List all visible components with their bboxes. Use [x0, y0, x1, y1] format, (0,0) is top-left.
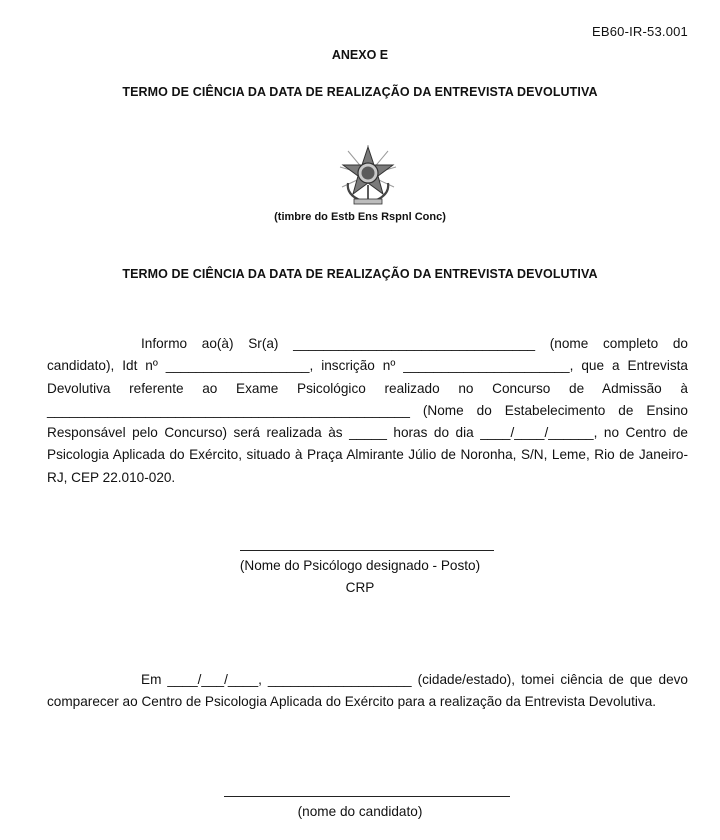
coat-of-arms-icon [336, 143, 400, 207]
acknowledgment-paragraph-text: Em ____/___/____, ___________________ (cidade/estado), tomei ciência de que devo comparecer ao Centro de Psicologia Aplicada do Exército para a realização da Entrevista Devolutiva. [47, 672, 688, 710]
term-title-top: TERMO DE CIÊNCIA DA DATA DE REALIZAÇÃO DA ENTREVISTA DEVOLUTIVA [122, 85, 598, 99]
psychologist-signature-line [240, 550, 494, 551]
candidate-signature-caption: (nome do candidato) [297, 804, 423, 819]
term-title-second: TERMO DE CIÊNCIA DA DATA DE REALIZAÇÃO DA ENTREVISTA DEVOLUTIVA [122, 267, 598, 281]
acknowledgment-paragraph [47, 669, 688, 714]
crp-label: CRP [345, 580, 375, 595]
candidate-signature-line [224, 796, 510, 797]
annex-title: ANEXO E [331, 48, 389, 62]
notice-paragraph [47, 333, 688, 489]
letterhead-note: (timbre do Estb Ens Rspnl Conc) [274, 211, 446, 223]
psychologist-signature-caption: (Nome do Psicólogo designado - Posto) [239, 558, 481, 573]
notice-paragraph-text: Informo ao(à) Sr(a) ________________________________ (nome completo do candidato), Idt nº ___________________, inscrição nº ______________________, que a Entrevista Devolutiva referente ao Exame Psicológico realizado no Concurso de Admissão à ________________________________________________ (Nome do Estabelecimento de Ensino Responsável pelo Concurso) será realizada às _____ horas do dia ____/____/______, no Centro de Psicologia Aplicada do Exército, situado à Praça Almirante Júlio de Noronha, S/N, Leme, Rio de Janeiro-RJ, CEP 22.010-020. [47, 336, 688, 485]
document-code: EB60-IR-53.001 [591, 24, 688, 39]
